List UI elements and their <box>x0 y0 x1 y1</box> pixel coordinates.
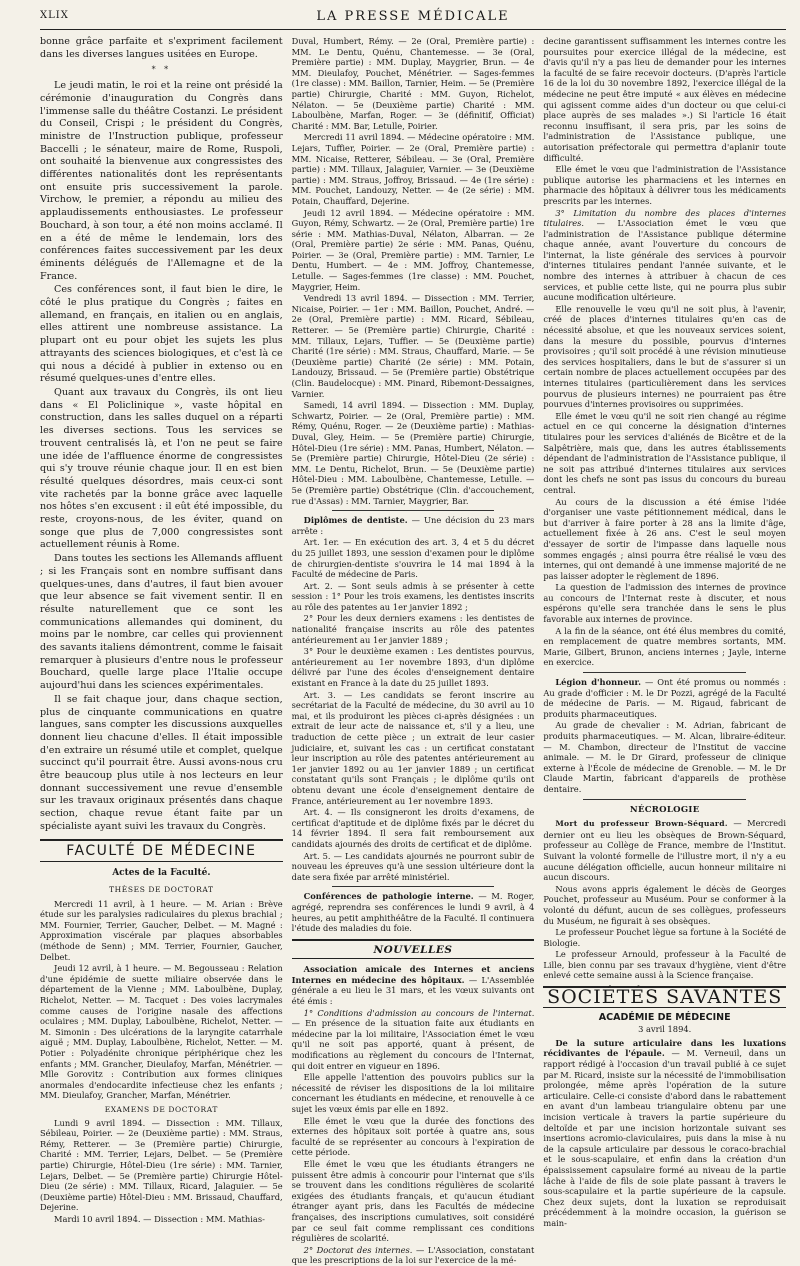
paragraph: Il se fait chaque jour, dans chaque section, plus de cinquante communications en quatre langues, sans compter les discussions auxquelles donnent lieu chacune d'elles. Il était impossible d'en extraire un résumé utile et complet, quelque succinct qu'il pourrait être. Aussi avons-nous cru être beaucoup plus utile à nos lecteurs en leur donnant successivement une revue d'ensemble sur les travaux originaux présentés dans chaque section, chaque revue étant faite par un spécialiste ayant suivi les travaux du Congrès. <box>40 693 283 832</box>
legion-text: — Ont été promus ou nommés : Au grade d'officier : M. le Dr Pozzi, agrégé de la Faculté de médecine de Paris. — M. Rigaud, fabricant de produits pharmaceutiques. <box>543 677 787 719</box>
running-header <box>40 8 786 30</box>
article: Art. 5. — Les candidats ajournés ne pourront subir de nouveau les épreuves qu'à une session ultérieure dont la date sera fixée par arrêté ministériel. <box>291 850 535 882</box>
conference-notice <box>292 891 535 933</box>
article: 3° Pour le deuxième examen : Les dentistes pourvus, antérieurement au 1er novembre 1893, d'un diplôme délivré par l'une des écoles d'enseignement dentaire existant en France à la date du 25 juillet 1893. <box>291 646 535 689</box>
thesis-entry: Mercredi 11 avril, à 1 heure. — M. Arian : Brève étude sur les paralysies radiculaires du plexus brachial ; MM. Fournier, Terrier, Gaucher, Delbet. — M. Magné : Approximation viscérale par plaques absorbables (méthode de Senn) ; MM. Terrier, Fournier, Gaucher, Delbet. <box>40 898 283 962</box>
section-stars: * * <box>151 65 172 75</box>
paragraph <box>543 208 786 303</box>
suture-heading: De la suture articulaire dans les luxations récidivantes de l'épaule. <box>543 1037 787 1059</box>
exam-entry: Mercredi 11 avril 1894. — Médecine opératoire : MM. Lejars, Tuffier, Poirier. — 2e (Oral, Première partie) : MM. Nicaise, Retterer, Sébileau. — 3e (Oral, Première partie) : MM. Tillaux, Jalaguier, Varnier. — 3e (Deuxième partie) : MM. Straus, Joffroy, Brissaud. — 4e (1re série) : MM. Pouchet, Landouzy, Netter. — 4e (2e série) : MM. Potain, Chauffard, Dejerine. <box>291 132 535 206</box>
paragraph: Elle émet le vœu que les étudiants étrangers ne puissent être admis à concourir pour l'internat que s'ils se trouvent dans les conditions régulières de scolarité exigées des étudiants français, et qu'aucun étudiant étranger ayant pris, dans les Facultés de médecine françaises, des inscriptions cumulatives, soit considéré par ce seul fait comme remplissant ces conditions régulières de scolarité. <box>291 1158 535 1244</box>
theses-title: THÈSES DE DOCTORAT <box>109 885 214 894</box>
journal-title: LA PRESSE MÉDICALE <box>316 9 510 24</box>
paragraph <box>292 1008 535 1072</box>
necro-notice <box>543 818 786 883</box>
limitation-title: 3° Limitation du nombre des places d'internes titulaires. <box>543 207 787 229</box>
paragraph: Le professeur Pouchet lègue sa fortune à la Société de Biologie. <box>543 927 787 948</box>
thesis-entry: Jeudi 12 avril, à 1 heure. — M. Begousseau : Relation d'une épidémie de suette miliaire observée dans le département de la Vienne ; MM. Laboulbène, Duplay, Richelot, Netter. — M. Tacquet : Des voies lacrymales comme causes de l'origine nasale des affections oculaires ; MM. Duplay, Laboulbène, Richelot, Netter. — M. Simonin : Des ulcérations de la laryngite catarrhale aiguë ; MM. Duplay, Laboulbène, Richelot, Netter. — M. Potier : Polyadénite chronique périphérique chez les enfants ; MM. Grancher, Dieulafoy, Marfan, Ménétrier. — Mlle Gorovitz : Contribution aux formes cliniques anormales d'endocardite infectieuse chez les enfants ; MM. Dieulafoy, Grancher, Marfan, Ménétrier. <box>40 963 283 1101</box>
conditions-title: 1° Conditions d'admission au concours de l'internat. <box>303 1007 535 1018</box>
exam-entry: Lundi 9 avril 1894. — Dissection : MM. Tillaux, Sébileau, Poirier. — 2e (Deuxième partie) : MM. Straus, Rémy, Retterer. — 3e (Première partie) Chirurgie, Charité : MM. Terrier, Lejars, Delbet. — 5e (Première partie) Chirurgie, Hôtel-Dieu (1re série) : MM. Tarnier, Lejars, Delbet. — 5e (Première partie) Chirurgie Hôtel-Dieu (2e série) : MM. Tillaux, Ricard, Jalaguier. — 5e (Deuxième partie) Hôtel-Dieu : MM. Brissaud, Chauffard, Dejerine. <box>40 1117 283 1213</box>
paragraph <box>292 1245 535 1266</box>
section-title-societes: SOCIÉTÉS SAVANTES <box>547 986 783 1009</box>
exam-entry: Mardi 10 avril 1894. — Dissection : MM. Mathias- <box>54 1213 265 1224</box>
dentiste-heading: Diplômes de dentiste. <box>303 515 408 526</box>
paragraph: Elle émet le vœu que la durée des fonctions des externes des hôpitaux soit portée à quatre ans, sous faculté de se représenter au concours à l'expiration de cette période. <box>291 1115 535 1158</box>
divider <box>583 799 746 800</box>
paragraph: Le jeudi matin, le roi et la reine ont présidé la cérémonie d'inauguration du Congrès dans l'immense salle du théâtre Costanzi. Le président du Conseil, Crispi ; le président du Congrès, ministre de l'Instruction publique, professeur Baccelli ; le sénateur, maire de Rome, Ruspoli, ont souhaité la bienvenue aux congressistes des différentes nationalités dont les représentants ont ensuite pris successivement la parole. Virchow, le premier, a répondu au milieu des applaudissements enthousiastes. Le professeur Bouchard, à son tour, a été non moins acclamé. Il en a été de même le lendemain, lors des conférences faites successivement par les deux éminents délégués de l'Allemagne et de la France. <box>40 80 283 282</box>
exam-entry: Vendredi 13 avril 1894. — Dissection : MM. Terrier, Nicaise, Poirier. — 1er : MM. Baillon, Pouchet, André. — 2e (Oral, Première partie) : MM. Ricard, Sébileau, Retterer. — 5e (Première partie) Chirurgie, Charité : MM. Tillaux, Lejars, Tuffier. — 5e (Deuxième partie) Charité (1re série) : MM. Straus, Chauffard, Marie. — 5e (Deuxième partie) Charité (2e série) : MM. Potain, Landouzy, Brissaud. — 5e (Première partie) Obstétrique (Clin. Baudelocque) : MM. Pinard, Ribemont-Dessaignes, Varnier. <box>291 293 535 399</box>
exam-entry: Samedi, 14 avril 1894. — Dissection : MM. Duplay, Schwartz, Poirier. — 2e (Oral, Première partie) : MM. Rémy, Quénu, Roger. — 2e (Deuxième partie) : Mathias-Duval, Gley, Heim. — 5e (Première partie) Chirurgie, Hôtel-Dieu (1re série) : MM. Panas, Humbert, Nélaton. — 5e (Première partie) Chirurgie, Hôtel-Dieu (2e série) : MM. Le Dentu, Richelot, Brun. — 5e (Deuxième partie) Hôtel-Dieu : MM. Laboulbène, Chantemesse, Letulle. — 5e (Première partie) Obstétrique (Clin. d'accouchement, rue d'Assas) : MM. Tarnier, Maygrier, Bar. <box>291 400 535 506</box>
legion-heading: Légion d'honneur. <box>555 677 642 688</box>
association-heading: Association amicale des Internes et anciens Internes en médecine des hôpitaux. <box>291 964 535 985</box>
article: Art. 1er. — En exécution des art. 3, 4 et 5 du décret du 25 juillet 1893, une session d'examen pour le diplôme de chirurgien-dentiste s'ouvrira le 14 mai 1894 à la Faculté de médecine de Paris. <box>291 537 535 580</box>
article: Art. 3. — Les candidats se feront inscrire au secrétariat de la Faculté de médecine, du 30 avril au 10 mai, et ils produiront les pièces ci-après désignées : un extrait de leur acte de naissance et, s'il y a lieu, une traduction de cette pièce ; un extrait de leur casier judiciaire, et, suivant les cas : un certificat constatant leur inscription au rôle des patentes antérieurement au 1er janvier 1892 ou au 1er janvier 1889 ; un certificat constatant qu'ils sont Français ; le diplôme qu'ils ont obtenu devant une école d'enseignement dentaire de France, antérieurement au 1er novembre 1893. <box>291 689 535 806</box>
paragraph: Le professeur Arnould, professeur à la Faculté de Lille, bien connu par ses travaux d'hygiène, vient d'être enlevé cette semaine aussi à la Science française. <box>543 949 787 981</box>
article: 2° Pour les deux derniers examens : les dentistes de nationalité française inscrits au rôle des patentes antérieurement au 1er janvier 1889 ; <box>291 613 535 645</box>
divider <box>332 510 495 511</box>
divider <box>332 886 495 887</box>
paragraph: Au grade de chevalier : M. Adrian, fabricant de produits pharmaceutiques. — M. Alcan, libraire-éditeur. — M. Chambon, directeur de l'Institut de vaccine animale. — M. le Dr Girard, professeur de clinique externe à l'École de médecine de Grenoble. — M. le Dr Claude Martin, fabricant d'appareils de prothèse dentaire. <box>543 720 787 794</box>
page-number: XLIX <box>40 10 69 21</box>
paragraph: Quant aux travaux du Congrès, ils ont lieu dans « El Policlinique », vaste hôpital en construction, dans les salles duquel on a réparti les diverses sections. Tous les services se trouvent centralisés là, et l'on ne peut se faire une idée de l'affluence énorme de congressistes qui s'y trouve réunie chaque jour. Il en est bien résulté quelques désordres, mais ceux-ci sont vite rachetés par la bonne grâce avec laquelle nos hôtes s'en excusent : il eût été impossible, du reste, croyons-nous, de les éviter, quand on songe que plus de 7,000 congressistes sont actuellement réunis à Rome. <box>40 386 283 551</box>
academie-date: 3 avril 1894. <box>638 1024 692 1035</box>
paragraph: Ces conférences sont, il faut bien le dire, le côté le plus pratique du Congrès ; faites en allemand, en français, en italien ou en anglais, elles attirent une nombreuse assistance. La plupart ont eu pour objet les sujets les plus attrayants des sciences biologiques, et c'est là ce qui nous a décidé à publier in extenso ou en résumé quelques-unes d'entre elles. <box>40 284 283 385</box>
divider <box>292 958 535 959</box>
suture-notice <box>543 1038 786 1229</box>
limitation-text: — L'Association émet le vœu que l'administration de l'Assistance publique détermine chaque année, avant l'ouverture du concours de l'internat, la liste générale des services à pourvoir d'internes titulaires pendant l'année suivante, et le nombre des internes à attribuer à chacun de ces services, et publie cette liste, qui ne pourra plus subir aucune modification ultérieure. <box>543 218 787 303</box>
legion-notice <box>543 677 786 719</box>
dentiste-intro: — Une décision du 23 mars arrête : <box>291 515 535 536</box>
paragraph: bonne grâce parfaite et s'expriment facilement dans les diverses langues usitées en Europe. <box>40 36 283 60</box>
subsection-title-actes: Actes de la Faculté. <box>112 868 211 879</box>
doctorat-title: 2° Doctorat des internes. <box>303 1244 413 1255</box>
column-3 <box>543 36 787 1228</box>
article: Art. 4. — Ils consigneront les droits d'examens, de certificat d'aptitude et de diplôme fixés par le décret du 14 février 1894. Il sera fait remboursement aux candidats ajournés des droits de certificat et de diplôme. <box>291 807 535 849</box>
necro-text: — Mercredi dernier ont eu lieu les obsèques de Brown-Séquard, professeur au Collège de France, membre de l'Institut. Suivant la volonté formelle de l'illustre mort, il n'y a eu aucune délégation officielle, aucun honneur militaire ni aucun discours. <box>543 818 787 883</box>
association-notice <box>292 964 535 1006</box>
examens-title: EXAMENS DE DOCTORAT <box>104 1104 218 1114</box>
suture-text: — M. Verneuil, dans un rapport rédigé à l'occasion d'un travail publié à ce sujet par M. Ricard, insiste sur la nécessité de l'immobilisation prolongée, même après l'opération de la suture articulaire. Celle-ci consiste d'abord dans le rabattement en avant d'un lambeau triangulaire obtenu par une incision verticale à travers la partie supérieure du deltoïde et par une incision horizontale suivant ses insertions acromio-claviculaires, puis dans la mise à nu de la capsule articulaire par dessous le coraco-brachial et le sous-scapulaire, et enfin dans la création d'un épaississement capsulaire formé au niveau de la partie lâche à l'aide de fils de soie plate passant à travers le sous-scapulaire et la partie supérieure de la capsule. Chez deux sujets, dont la luxation se reproduisait précédemment à la moindre occasion, la guérison se main- <box>543 1048 787 1228</box>
association-text: — L'Assemblée générale a eu lieu le 31 mars, et les vœux suivants ont été émis : <box>291 974 535 1007</box>
paragraph: decine garantissent suffisamment les internes contre les poursuites pour exercice illégal de la médecine, est d'avis qu'il n'y a pas lieu de demander pour les internes la faculté de se faire recevoir docteurs. (D'après l'article 16 de la loi du 30 novembre 1892, l'exercice illégal de la médecine ne peut être imputé « aux élèves en médecine qui agissent comme aides d'un docteur ou que celui-ci place auprès de ses malades ».) Si l'article 16 était reconnu insuffisant, il sera pris, par les soins de l'administration de l'Assistance publique, une autorisation préfectorale qui permettra d'aplanir toute difficulté. <box>543 36 787 163</box>
exam-entry: Duval, Humbert, Rémy. — 2e (Oral, Première partie) : MM. Le Dentu, Quénu, Chantemesse. — 3e (Oral, Première partie) : MM. Duplay, Maygrier, Brun. — 4e MM. Dieulafoy, Pouchet, Ménétrier. — Sages-femmes (1re classe) : MM. Baillon, Tarnier, Heim. — 5e (Première partie) Chirurgie, Charité : MM. Guyon, Richelot, Nélaton. — 5e (Deuxième partie) Charité : MM. Laboulbène, Marfan, Roger. — 3e (définitif, Officiat) Charité : MM. Bar, Letulle, Poirier. <box>291 36 535 131</box>
dentiste-notice <box>292 515 535 536</box>
paragraph: Elle renouvelle le vœu qu'il ne soit plus, à l'avenir, créé de places d'internes titulaires qu'en cas de nécessité absolue, et que les nouveaux services soient, dans la mesure du possible, pourvus d'internes provisoires ; qu'il soit procédé à une révision minutieuse des services hospitaliers, dans le but de s'assurer si un certain nombre de places actuellement occupées par des internes titulaires (particulièrement dans les services pourvus de plusieurs internes) ne pourraient pas être pourvues d'internes provisoires ou supprimées. <box>543 303 787 410</box>
paragraph: A la fin de la séance, ont été élus membres du comité, en remplacement de quatre membres sortants, MM. Marie, Gilbert, Brunon, anciens internes ; Jayle, interne en exercice. <box>543 625 787 668</box>
necro-heading: Mort du professeur Brown-Séquard. <box>555 819 728 829</box>
divider <box>40 861 283 862</box>
paragraph: Dans toutes les sections les Allemands affluent ; si les Français sont en nombre suffisant dans quelques-unes, dans d'autres, il faut bien avouer que leur absence se fait vivement sentir. Il en résulte naturellement que ce sont les communications allemandes qui dominent, du moins par le nombre, car celles qui proviennent des savants italiens démontrent, comme le faisait remarquer à plusieurs d'entre nous le professeur Bouchard, quelle large place l'Italie occupe aujourd'hui dans les sciences expérimentales. <box>40 553 283 692</box>
doctorat-text: — L'Association, constatant que les prescriptions de la loi sur l'exercice de la mé- <box>291 1244 535 1266</box>
divider <box>292 939 535 941</box>
paragraph: La question de l'admission des internes de province au concours de l'Internat reste à discuter, et nous espérons qu'elle sera tranchée dans le sens le plus favorable aux internes de province. <box>543 582 787 625</box>
columns <box>40 36 787 1266</box>
column-1 <box>40 36 283 1224</box>
paragraph: Elle appelle l'attention des pouvoirs publics sur la nécessité de réviser les dispositions de la loi militaire concernant les étudiants en médecine, et renouvelle à ce sujet les vœux émis par elle en 1892. <box>291 1072 535 1114</box>
exam-entry: Jeudi 12 avril 1894. — Médecine opératoire : MM. Guyon, Rémy, Schwartz. — 2e (Oral, Première partie) 1re série : MM. Mathias-Duval, Nélaton, Albarran. — 2e (Oral, Première partie) 2e série : MM. Panas, Quénu, Poirier. — 3e (Oral, Première partie) : MM. Tarnier, Le Dentu, Humbert. — 4e : MM. Joffroy, Chantemesse, Letulle. — Sages-femmes (1re classe) : MM. Pouchet, Maygrier, Heim. <box>291 207 535 292</box>
divider <box>583 672 746 673</box>
divider <box>40 839 283 841</box>
paragraph: Au cours de la discussion a été émise l'idée d'organiser une vaste pétitionnement médical, dans le but d'arriver à faire porter à 28 ans la limite d'âge, actuellement fixée à 26 ans. C'est le seul moyen d'essayer de sortir de l'impasse dans laquelle nous sommes engagés ; ainsi pourra être réalisé le vœu des internes, qui ont demandé à une immense majorité de ne pas laisser adopter le règlement de 1896. <box>543 496 787 581</box>
section-title-faculte: FACULTÉ DE MÉDECINE <box>66 842 257 859</box>
paragraph: Nous avons appris également le décès de Georges Pouchet, professeur au Muséum. Pour se conformer à la volonté du défunt, aucun de ses collègues, professeurs du Muséum, ne figurait à ses obsèques. <box>543 883 787 926</box>
column-2 <box>291 36 535 1266</box>
section-title-nouvelles: NOUVELLES <box>373 943 453 956</box>
paragraph: Elle émet le vœu que l'administration de l'Assistance publique autorise les pharmaciens et les internes en pharmacie des hôpitaux à délivrer tous les médicaments prescrits par les internes. <box>543 164 787 206</box>
conference-heading: Conférences de pathologie interne. <box>303 891 474 902</box>
conference-text: — M. Roger, agrégé, reprendra ses conférences le lundi 9 avril, à 4 heures, au petit amphithéâtre de la Faculté. Il continuera l'étude des maladies du foie. <box>291 891 535 934</box>
necrologie-title: NÉCROLOGIE <box>629 804 700 815</box>
conditions-text: — En présence de la situation faite aux étudiants en médecine par la loi militaire, l'Association émet le vœu qu'il ne soit pas apporté, quant à présent, de modifications au règlement du concours de l'Internat, qui doit entrer en vigueur en 1896. <box>291 1018 535 1071</box>
academie-title: ACADÉMIE DE MÉDECINE <box>598 1011 731 1023</box>
paragraph: Elle émet le vœu qu'il ne soit rien changé au régime actuel en ce qui concerne la désignation d'internes titulaires pour les services d'aliénés de Bicêtre et de la Salpêtrière, mais que, dans les autres établissements dépendant de l'administration de l'Assistance publique, il ne soit pas attribué d'internes titulaires aux services dont les chefs ne sont pas issus du concours du bureau central. <box>543 410 787 495</box>
article: Art. 2. — Sont seuls admis à se présenter à cette session : 1° Pour les trois examens, les dentistes inscrits au rôle des patentes au 1er janvier 1892 ; <box>291 580 535 612</box>
